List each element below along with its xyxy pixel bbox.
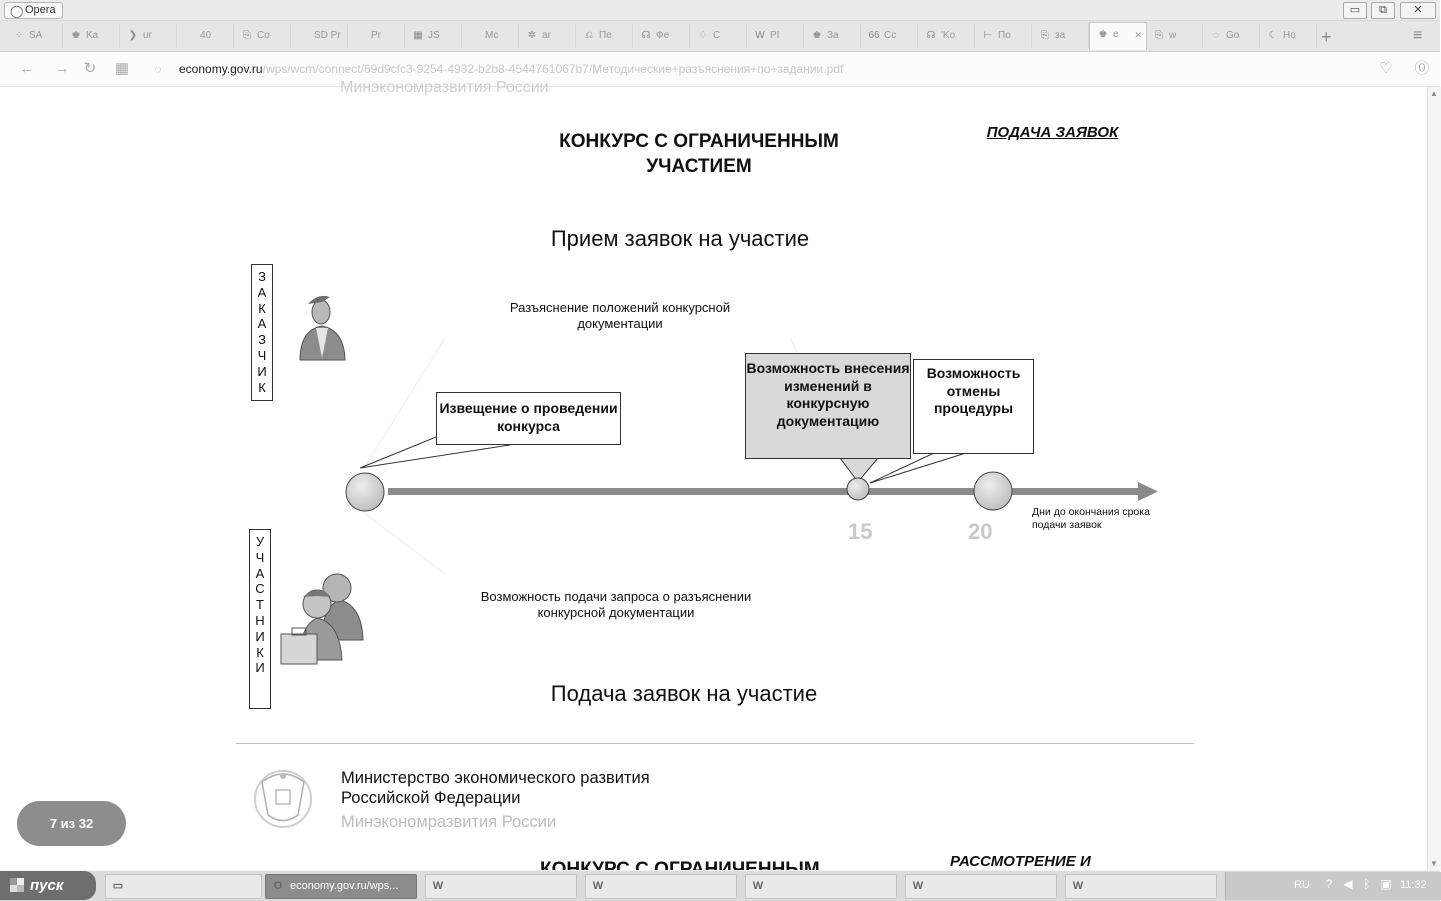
page-indicator[interactable]: 7 из 32 — [17, 801, 126, 846]
notice-callout-text: Извещение о проведении конкурса — [439, 400, 618, 434]
scroll-up-icon[interactable]: ▲ — [1430, 89, 1438, 98]
taskbar-item-4[interactable] — [585, 874, 737, 899]
slide-tag: ПОДАЧА ЗАЯВОК — [986, 124, 1119, 141]
opera-logo-icon: ◯ — [10, 4, 24, 18]
start-label: пуск — [30, 877, 64, 894]
word-document-icon: W — [752, 880, 764, 892]
tab-favicon-icon: ✲ — [527, 30, 537, 41]
tab-favicon-icon: ☊ — [641, 30, 651, 41]
tab-favicon-icon: ▦ — [413, 30, 423, 41]
folder-icon: ▭ — [112, 880, 124, 892]
taskbar-item-6[interactable] — [905, 874, 1057, 899]
network-icon[interactable]: ▣ — [1380, 877, 1392, 891]
tray-help-icon[interactable]: ? — [1325, 877, 1333, 891]
tab-label: Co — [257, 30, 270, 41]
participants-label: У Ч А С Т Н И К И — [249, 529, 271, 709]
taskbar-item-2[interactable] — [265, 874, 417, 899]
opera-icon: O — [273, 880, 283, 892]
url-path: /wps/wcm/connect/69d9cfc3-9254-4932-b2b8-4544761067b7/Методические+разъяснения+по+задании.pdf — [262, 62, 844, 76]
tab-favicon-icon: ⊢ — [983, 30, 993, 41]
back-icon[interactable]: ← — [19, 60, 35, 77]
start-button[interactable] — [0, 871, 96, 900]
tab-label: w — [1169, 30, 1177, 41]
download-icon[interactable]: ⓪ — [1414, 60, 1430, 77]
customer-label: З А К А З Ч И К — [251, 264, 273, 401]
tab-label: Go — [1226, 30, 1240, 41]
ministry-line-2: Российской Федерации — [341, 788, 521, 807]
scroll-down-icon[interactable]: ▼ — [1430, 859, 1438, 868]
taskbar-item-label: economy.gov.ru/wps... — [290, 880, 399, 892]
tab-label: С — [713, 30, 721, 41]
close-tab-icon[interactable]: ✕ — [1134, 30, 1142, 40]
top-heading: Прием заявок на участие — [550, 226, 810, 251]
tab-favicon-icon: ⁘ — [14, 30, 24, 41]
tab-label: JS — [428, 30, 440, 41]
bottom-heading: Подача заявок на участие — [550, 681, 818, 706]
tab-label: PI — [770, 30, 780, 41]
tab-favicon-icon: ⎌ — [585, 30, 593, 41]
app-name: Opera — [25, 4, 56, 16]
customer-person-icon — [300, 296, 345, 360]
tab-label: За — [827, 30, 839, 41]
timeline-node-15 — [847, 478, 869, 500]
cancel-callout-text: Возможность отмены процедуры — [926, 365, 1021, 416]
clarification-note: Разъяснение положений конкурсной документации — [509, 300, 731, 331]
slide-divider — [236, 743, 1194, 744]
tab-favicon-icon: ⎘ — [1041, 30, 1049, 41]
ministry-line-1: Министерство экономического развития — [341, 769, 650, 787]
tab-favicon-icon: 66 — [868, 30, 880, 41]
tab-menu-icon[interactable]: ≡ — [1413, 27, 1423, 44]
next-slide-tag: РАССМОТРЕНИЕ И — [950, 853, 1091, 870]
tab-favicon-icon: ♢ — [698, 30, 708, 41]
tab-label: SD Pr — [314, 30, 341, 41]
tab-favicon-icon: ☾ — [1268, 30, 1278, 41]
bookmark-heart-icon[interactable]: ♡ — [1379, 60, 1393, 77]
changes-callout-text: Возможность внесения изменений в конкурсную документацию — [746, 360, 910, 429]
tab-favicon-icon: ⎘ — [243, 30, 251, 41]
changes-callout — [745, 353, 911, 459]
timeline-start-node — [346, 473, 384, 511]
tab-label: По — [998, 30, 1011, 41]
word-document-icon: W — [1072, 880, 1084, 892]
tick-label-15: 15 — [848, 519, 873, 544]
next-slide-title — [540, 863, 820, 870]
slide-title: КОНКУРС С ОГРАНИЧЕННЫМ УЧАСТИЕМ — [559, 131, 839, 177]
reload-icon[interactable]: ↻ — [83, 60, 97, 77]
tab-label: Cc — [884, 30, 897, 41]
tab-label: Pr — [371, 30, 381, 41]
tab-favicon-icon: ☊ — [926, 30, 936, 41]
notice-callout — [436, 392, 621, 445]
cancel-callout — [913, 359, 1034, 454]
restore-icon: ⧉ — [1379, 4, 1387, 16]
request-note: Возможность подачи запроса о разъяснении конкурсной документации — [480, 589, 752, 620]
word-document-icon: W — [592, 880, 604, 892]
url-host: economy.gov.ru — [179, 62, 263, 76]
taskbar-item-3[interactable] — [425, 874, 577, 899]
russia-crest-logo — [255, 771, 311, 827]
previous-slide-footer: Минэкономразвития России — [340, 79, 549, 96]
bluetooth-icon[interactable]: ᛒ — [1363, 877, 1371, 891]
tab-favicon-icon: ♚ — [1098, 29, 1108, 40]
guide-line-bottom — [363, 512, 445, 574]
taskbar-item-5[interactable] — [745, 874, 897, 899]
tab-label: Mc — [485, 30, 499, 41]
new-tab-button[interactable]: + — [1321, 27, 1332, 47]
windows-flag-icon — [10, 878, 24, 892]
tab-label: Ho — [1283, 30, 1296, 41]
speed-dial-icon[interactable]: ▦ — [114, 60, 130, 77]
volume-icon[interactable]: ◀ — [1343, 877, 1353, 891]
tab-label: Пе — [599, 30, 612, 41]
language-indicator[interactable]: RU — [1294, 879, 1310, 891]
tab-label: ur — [143, 30, 152, 41]
axis-label: Дни до окончания срока подачи заявок — [1032, 506, 1150, 531]
tab-favicon-icon: ❯ — [128, 30, 138, 41]
word-document-icon: W — [912, 880, 924, 892]
tick-label-20: 20 — [968, 519, 993, 544]
tab-favicon-icon: ◌ — [1213, 30, 1219, 41]
timeline-axis — [388, 488, 1140, 495]
forward-icon[interactable]: → — [54, 60, 70, 77]
tab-label: e — [1113, 29, 1119, 40]
vertical-scrollbar[interactable] — [1427, 87, 1441, 870]
tab-favicon-icon: ♚ — [812, 30, 822, 41]
taskbar-item-7[interactable] — [1065, 874, 1217, 899]
clock: 11:32 — [1400, 879, 1427, 891]
tab-favicon-icon: ♚ — [71, 30, 81, 41]
tab-label: SA — [29, 30, 43, 41]
close-icon: ✕ — [1413, 4, 1423, 16]
participants-group-icon — [281, 574, 363, 664]
tab-label: Ka — [86, 30, 99, 41]
tab-label: 'Ko — [941, 30, 956, 41]
tab-label: Фе — [656, 30, 670, 41]
ministry-short-name: Минэкономразвития России — [341, 813, 557, 831]
tab-label: зa — [1055, 30, 1066, 41]
minimize-icon: ▭ — [1349, 4, 1361, 16]
site-info-icon[interactable]: ◌ — [154, 62, 162, 76]
tab-label: 40 — [200, 30, 212, 41]
tab-favicon-icon: ⎘ — [1155, 30, 1163, 41]
taskbar-item-1[interactable] — [105, 874, 262, 899]
timeline-arrowhead — [1138, 482, 1158, 501]
tab-label: ar — [542, 30, 551, 41]
timeline-node-20 — [974, 472, 1012, 510]
ministry-name — [341, 769, 650, 808]
word-document-icon: W — [432, 880, 444, 892]
tab-favicon-icon: W — [755, 30, 765, 41]
